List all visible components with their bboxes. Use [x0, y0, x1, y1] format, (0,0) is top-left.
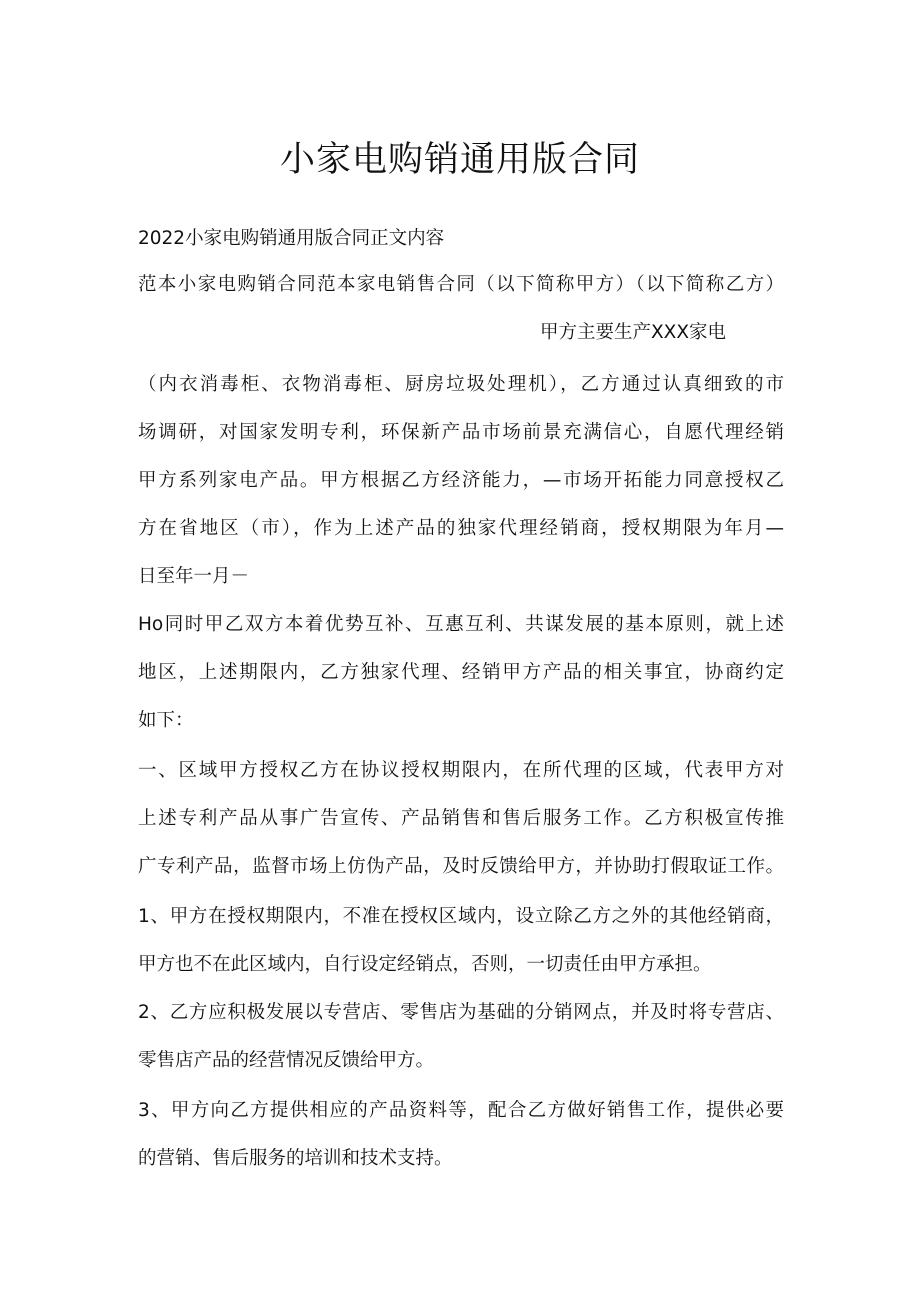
body-line: 如下： [138, 710, 194, 731]
clause-item-1-line: 1、甲方在授权期限内，不准在授权区域内，设立除乙方之外的其他经销商， [138, 906, 784, 927]
body-line: Ho同时甲乙双方本着优势互补、互惠互利、共谋发展的基本原则，就上述 [138, 614, 784, 635]
clause-1-line: 上述专利产品从事广告宣传、产品销售和售后服务工作。乙方积极宣传推 [138, 808, 784, 829]
body-line: 场调研，对国家发明专利，环保新产品市场前景充满信心，自愿代理经销 [138, 422, 784, 443]
body-line: 日至年一月－ [138, 566, 250, 587]
clause-item-2-line: 2、乙方应积极发展以专营店、零售店为基础的分销网点，并及时将专营店、 [138, 1002, 784, 1023]
parties-line: 范本小家电购销合同范本家电销售合同（以下简称甲方）（以下简称乙方） [138, 274, 784, 295]
clause-item-3-line: 3、甲方向乙方提供相应的产品资料等，配合乙方做好销售工作，提供必要 [138, 1100, 784, 1121]
clause-item-2-line: 零售店产品的经营情况反馈给甲方。 [138, 1050, 435, 1071]
body-line: 方在省地区（市），作为上述产品的独家代理经销商，授权期限为年月— [138, 518, 784, 539]
document-title: 小家电购销通用版合同 [279, 140, 640, 180]
product-line: 甲方主要生产XXX家电 [540, 322, 727, 343]
body-line: 甲方系列家电产品。甲方根据乙方经济能力，—市场开拓能力同意授权乙 [138, 470, 784, 491]
intro-line: 2022小家电购销通用版合同正文内容 [138, 228, 445, 249]
body-line: 地区，上述期限内，乙方独家代理、经销甲方产品的相关事宜，协商约定 [138, 662, 784, 683]
clause-item-3-line: 的营销、售后服务的培训和技术支持。 [138, 1148, 453, 1169]
body-line: （内衣消毒柜、衣物消毒柜、厨房垃圾处理机），乙方通过认真细致的市 [138, 374, 784, 395]
clause-item-1-line: 甲方也不在此区域内，自行设定经销点，否则，一切责任由甲方承担。 [138, 954, 712, 975]
clause-1-line: 广专利产品，监督市场上仿伪产品，及时反馈给甲方，并协助打假取证工作。 [138, 856, 784, 877]
clause-1-line: 一、区域甲方授权乙方在协议授权期限内，在所代理的区域，代表甲方对 [138, 760, 784, 781]
